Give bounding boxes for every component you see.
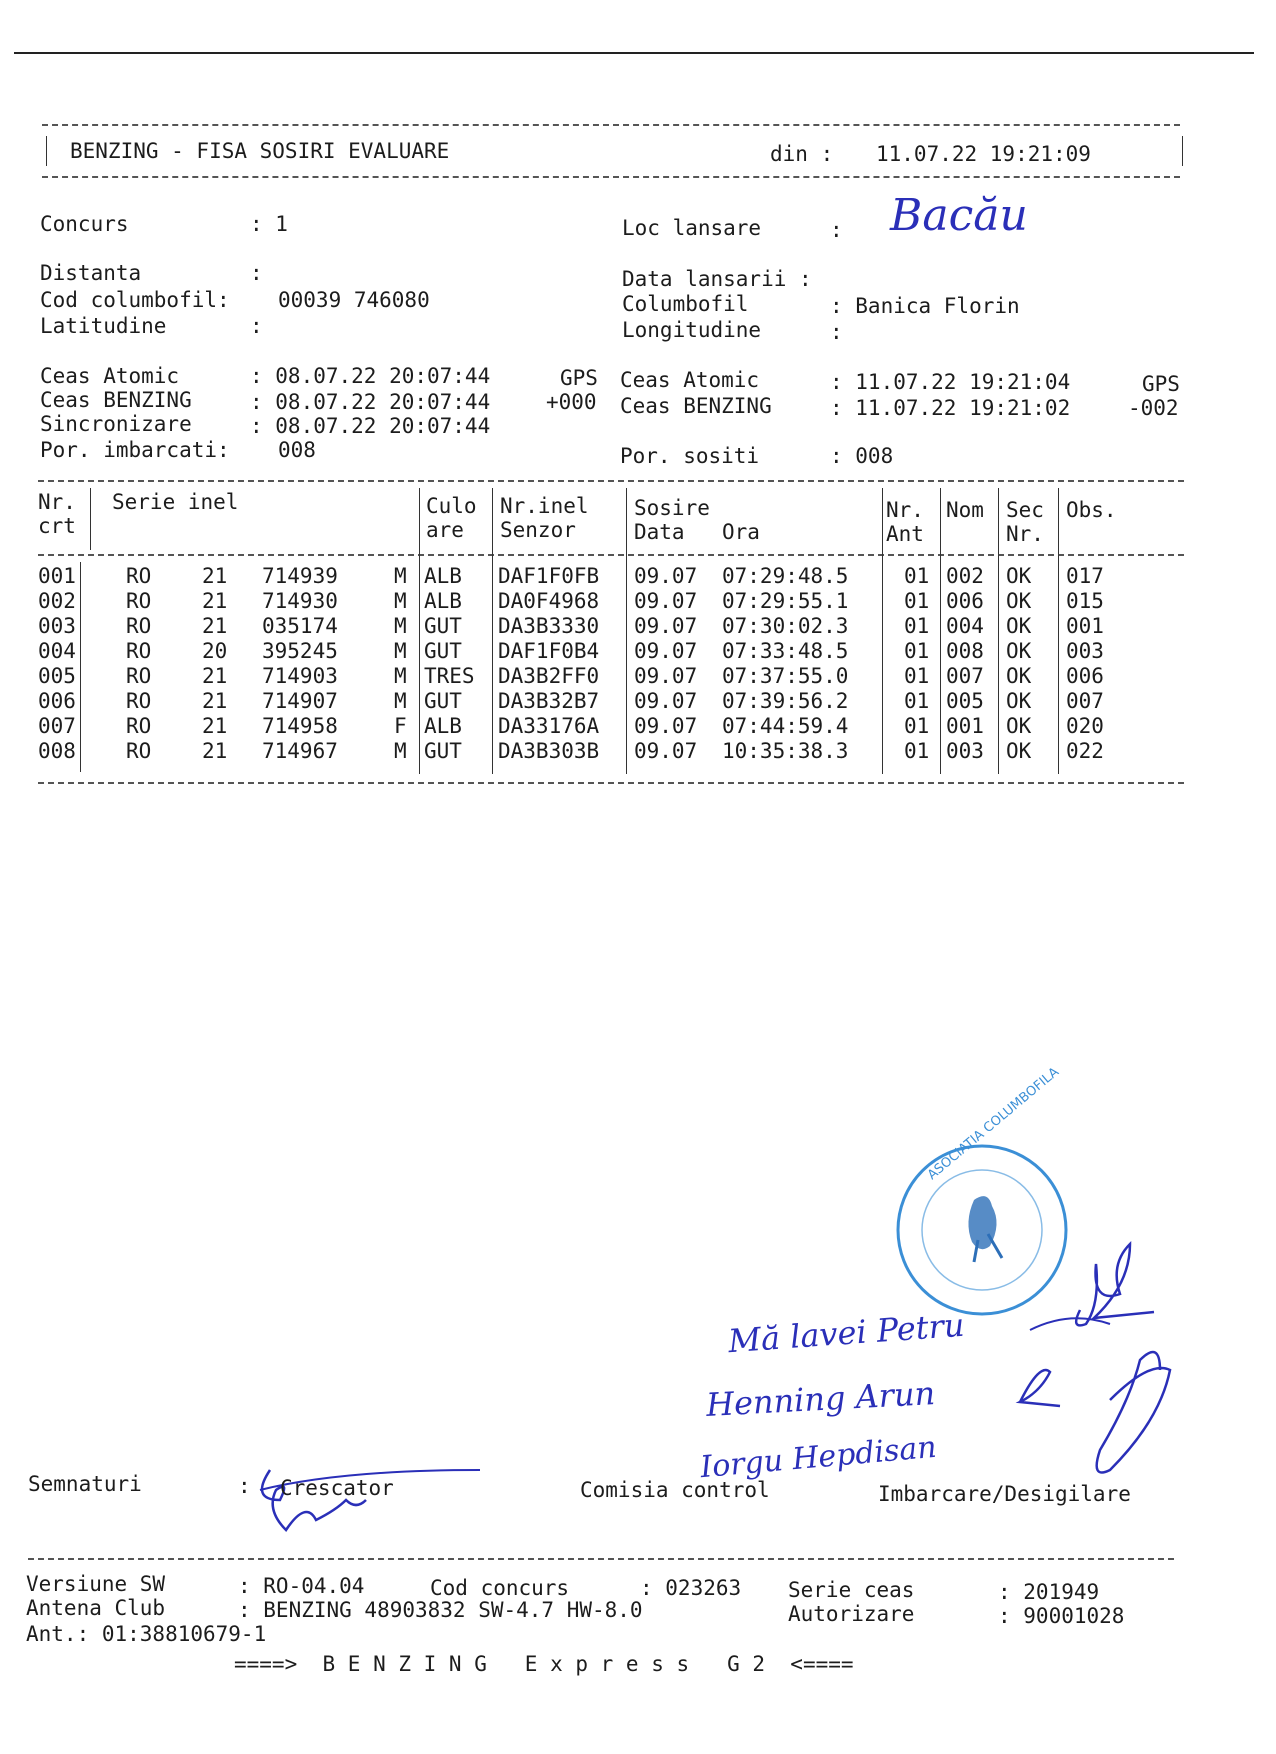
cod-concurs-value: : 023263 (640, 1576, 742, 1600)
cell-nom: 001 (946, 714, 984, 738)
cell-nom: 002 (946, 564, 984, 588)
versiune-label: Versiune SW (26, 1572, 166, 1596)
clock-left-benzing-suffix: +000 (546, 390, 597, 414)
header-left-bar (46, 136, 47, 166)
th-sosire: Sosire (634, 496, 710, 520)
page-top-rule (14, 52, 1254, 54)
distanta-sep: : (250, 261, 263, 285)
th-nrinel-2: Senzor (500, 518, 576, 542)
cell-obs: 003 (1066, 639, 1104, 663)
columbofil-label: Columbofil (622, 292, 749, 316)
cell-an: 21 (202, 714, 228, 738)
serie-ceas-value: : 201949 (998, 1580, 1100, 1604)
cell-obs: 017 (1066, 564, 1104, 588)
cell-nr: 001 (38, 564, 76, 588)
cell-obs: 001 (1066, 614, 1104, 638)
cell-an: 21 (202, 614, 228, 638)
clock-left-benzing-label: Ceas BENZING (40, 388, 192, 412)
cell-obs: 006 (1066, 664, 1104, 688)
cell-culoare: GUT (424, 639, 462, 663)
stamp-text: ASOCIATIA COLUMBOFILA (924, 1064, 1062, 1184)
cell-sex: M (394, 739, 407, 763)
th-sec-1: Sec (1006, 498, 1044, 522)
cell-inel: 714958 (262, 714, 338, 738)
cell-sec: OK (1006, 739, 1032, 763)
header-bottom-border (42, 176, 1180, 178)
latitudine-sep: : (250, 314, 263, 338)
antena-club-label: Antena Club (26, 1596, 166, 1620)
cell-tara: RO (126, 564, 152, 588)
handwritten-name-1: Mă lavei Petru (726, 1305, 966, 1361)
cell-tara: RO (126, 589, 152, 613)
cell-sex: M (394, 589, 407, 613)
cell-an: 21 (202, 589, 228, 613)
cell-nr: 003 (38, 614, 76, 638)
cell-data: 09.07 (634, 639, 698, 663)
cod-columbofil-label: Cod columbofil: (40, 288, 230, 312)
cell-ora: 07:33:48.5 (722, 639, 849, 663)
cell-culoare: GUT (424, 689, 462, 713)
cell-data: 09.07 (634, 614, 698, 638)
cell-nr: 007 (38, 714, 76, 738)
cell-data: 09.07 (634, 714, 698, 738)
th-nr-1: Nr. (38, 490, 76, 514)
cell-culoare: TRES (424, 664, 475, 688)
cell-obs: 015 (1066, 589, 1104, 613)
antena-id-line: Ant.: 01:38810679-1 (26, 1622, 267, 1646)
por-sositi-value: : 008 (830, 444, 894, 468)
cell-nom: 004 (946, 614, 984, 638)
crescator-label: Crescator (280, 1476, 394, 1500)
cell-an: 21 (202, 564, 228, 588)
cell-nr: 004 (38, 639, 76, 663)
cell-sex: M (394, 639, 407, 663)
cell-ant: 01 (904, 689, 930, 713)
cell-nom: 005 (946, 689, 984, 713)
cell-inel: 714967 (262, 739, 338, 763)
concurs-label: Concurs (40, 212, 129, 236)
cell-data: 09.07 (634, 589, 698, 613)
comisia-control-label: Comisia control (580, 1478, 770, 1502)
loc-lansare-sep: : (830, 218, 843, 242)
table-row (0, 589, 1200, 614)
cell-obs: 007 (1066, 689, 1104, 713)
columbofil-value: : Banica Florin (830, 294, 1020, 318)
cell-ant: 01 (904, 639, 930, 663)
cell-inel: 035174 (262, 614, 338, 638)
cell-ora: 07:29:48.5 (722, 564, 849, 588)
clock-right-atomic-label: Ceas Atomic (620, 368, 760, 392)
cell-sec: OK (1006, 689, 1032, 713)
cell-sec: OK (1006, 614, 1032, 638)
cell-tara: RO (126, 664, 152, 688)
table-row (0, 614, 1200, 639)
cell-ora: 07:37:55.0 (722, 664, 849, 688)
cell-an: 20 (202, 639, 228, 663)
footer-top-border (28, 1558, 1174, 1560)
signature-scribble-crescator (240, 1460, 490, 1560)
cell-senzor: DA3B3330 (498, 614, 600, 638)
th-ant-2: Ant (886, 522, 924, 546)
cell-sex: M (394, 664, 407, 688)
cell-senzor: DA3B32B7 (498, 689, 600, 713)
autorizare-label: Autorizare (788, 1602, 915, 1626)
cell-an: 21 (202, 689, 228, 713)
versiune-value: : RO-04.04 (238, 1574, 365, 1598)
table-top-border (38, 480, 1184, 482)
cell-senzor: DA33176A (498, 714, 600, 738)
cell-culoare: GUT (424, 739, 462, 763)
clock-right-benzing-suffix: -002 (1128, 396, 1179, 420)
clock-right-benzing-label: Ceas BENZING (620, 394, 772, 418)
cell-nom: 006 (946, 589, 984, 613)
imbarcare-label: Imbarcare/Desigilare (878, 1482, 1131, 1506)
cell-nr: 002 (38, 589, 76, 613)
cell-culoare: ALB (424, 564, 462, 588)
cell-tara: RO (126, 639, 152, 663)
clock-right-benzing-value: : 11.07.22 19:21:02 (830, 396, 1071, 420)
cell-ant: 01 (904, 564, 930, 588)
table-row (0, 664, 1200, 689)
longitudine-sep: : (830, 320, 843, 344)
semnaturi-sep: : (238, 1474, 251, 1498)
loc-lansare-handwritten: Bacău (890, 190, 1028, 241)
cell-sec: OK (1006, 589, 1032, 613)
cell-tara: RO (126, 739, 152, 763)
clock-left-atomic-suffix: GPS (560, 366, 598, 390)
clock-left-atomic-label: Ceas Atomic (40, 364, 180, 388)
cell-senzor: DA0F4968 (498, 589, 600, 613)
cell-sex: M (394, 689, 407, 713)
handwritten-name-3: Iorgu Hepdisan (698, 1429, 938, 1486)
cell-senzor: DA3B2FF0 (498, 664, 600, 688)
cell-inel: 714939 (262, 564, 338, 588)
table-row (0, 689, 1200, 714)
th-nr-2: crt (38, 514, 76, 538)
cell-data: 09.07 (634, 739, 698, 763)
cell-sec: OK (1006, 664, 1032, 688)
distanta-label: Distanta (40, 261, 142, 285)
cod-concurs-label: Cod concurs (430, 1576, 570, 1600)
th-culoare-1: Culo (426, 494, 477, 518)
cod-columbofil-value: 00039 746080 (278, 288, 430, 312)
cell-ant: 01 (904, 664, 930, 688)
table-row (0, 714, 1200, 739)
por-sositi-label: Por. sositi (620, 444, 760, 468)
cell-tara: RO (126, 689, 152, 713)
col-sep-1 (90, 488, 91, 550)
semnaturi-label: Semnaturi (28, 1472, 142, 1496)
clock-left-sync-label: Sincronizare (40, 412, 192, 436)
table-row (0, 564, 1200, 589)
cell-nom: 003 (946, 739, 984, 763)
header-right-bar (1182, 136, 1183, 166)
cell-tara: RO (126, 714, 152, 738)
autorizare-value: : 90001028 (998, 1604, 1125, 1628)
cell-ora: 07:44:59.4 (722, 714, 849, 738)
cell-inel: 714903 (262, 664, 338, 688)
header-top-border (42, 124, 1180, 126)
signature-scribble-mid (1010, 1362, 1070, 1422)
table-header-border (38, 554, 1184, 556)
print-date-label: din : (770, 142, 834, 166)
th-nrinel-1: Nr.inel (500, 494, 589, 518)
cell-ora: 07:29:55.1 (722, 589, 849, 613)
antena-club-value: : BENZING 48903832 SW-4.7 HW-8.0 (238, 1598, 643, 1622)
cell-nom: 007 (946, 664, 984, 688)
cell-ant: 01 (904, 589, 930, 613)
clock-right-atomic-suffix: GPS (1142, 372, 1180, 396)
cell-nom: 008 (946, 639, 984, 663)
table-bottom-border (38, 782, 1184, 784)
cell-inel: 714907 (262, 689, 338, 713)
cell-obs: 020 (1066, 714, 1104, 738)
data-lansarii-label: Data lansarii : (622, 267, 812, 291)
table-row (0, 739, 1200, 764)
loc-lansare-label: Loc lansare (622, 216, 762, 240)
clock-left-sync-value: : 08.07.22 20:07:44 (250, 414, 491, 438)
th-ant-1: Nr. (886, 498, 924, 522)
por-imbarcati-value: 008 (278, 438, 316, 462)
th-culoare-2: are (426, 518, 464, 542)
longitudine-label: Longitudine (622, 318, 762, 342)
cell-an: 21 (202, 664, 228, 688)
th-sosire-ora: Ora (722, 520, 760, 544)
cell-ora: 07:30:02.3 (722, 614, 849, 638)
concurs-value: : 1 (250, 212, 288, 236)
cell-senzor: DAF1F0B4 (498, 639, 600, 663)
cell-ora: 10:35:38.3 (722, 739, 849, 763)
clock-left-benzing-value: : 08.07.22 20:07:44 (250, 390, 491, 414)
th-sosire-data: Data (634, 520, 685, 544)
cell-ant: 01 (904, 714, 930, 738)
document-title: BENZING - FISA SOSIRI EVALUARE (70, 139, 450, 163)
th-serie-inel: Serie inel (112, 490, 239, 514)
cell-inel: 714930 (262, 589, 338, 613)
th-nom: Nom (946, 498, 984, 522)
cell-sex: F (394, 714, 407, 738)
por-imbarcati-label: Por. imbarcati: (40, 438, 230, 462)
serie-ceas-label: Serie ceas (788, 1578, 915, 1602)
print-date-value: 11.07.22 19:21:09 (876, 142, 1091, 166)
cell-nr: 006 (38, 689, 76, 713)
cell-sec: OK (1006, 639, 1032, 663)
th-sec-2: Nr. (1006, 522, 1044, 546)
cell-ant: 01 (904, 614, 930, 638)
table-row (0, 639, 1200, 664)
cell-culoare: ALB (424, 589, 462, 613)
cell-nr: 005 (38, 664, 76, 688)
cell-nr: 008 (38, 739, 76, 763)
cell-ora: 07:39:56.2 (722, 689, 849, 713)
cell-data: 09.07 (634, 564, 698, 588)
cell-sex: M (394, 564, 407, 588)
cell-inel: 395245 (262, 639, 338, 663)
clock-left-atomic-value: : 08.07.22 20:07:44 (250, 364, 491, 388)
cell-obs: 022 (1066, 739, 1104, 763)
cell-senzor: DAF1F0FB (498, 564, 600, 588)
cell-sec: OK (1006, 564, 1032, 588)
cell-an: 21 (202, 739, 228, 763)
handwritten-name-2: Henning Arun (705, 1374, 937, 1424)
signature-scribble-right (1020, 1230, 1200, 1490)
cell-ant: 01 (904, 739, 930, 763)
cell-culoare: ALB (424, 714, 462, 738)
cell-sec: OK (1006, 714, 1032, 738)
cell-tara: RO (126, 614, 152, 638)
clock-right-atomic-value: : 11.07.22 19:21:04 (830, 370, 1071, 394)
cell-culoare: GUT (424, 614, 462, 638)
latitudine-label: Latitudine (40, 314, 167, 338)
brand-line: ====> B E N Z I N G E x p r e s s G 2 <==== (234, 1652, 854, 1676)
cell-data: 09.07 (634, 689, 698, 713)
th-obs: Obs. (1066, 498, 1117, 522)
cell-sex: M (394, 614, 407, 638)
cell-senzor: DA3B303B (498, 739, 600, 763)
cell-data: 09.07 (634, 664, 698, 688)
